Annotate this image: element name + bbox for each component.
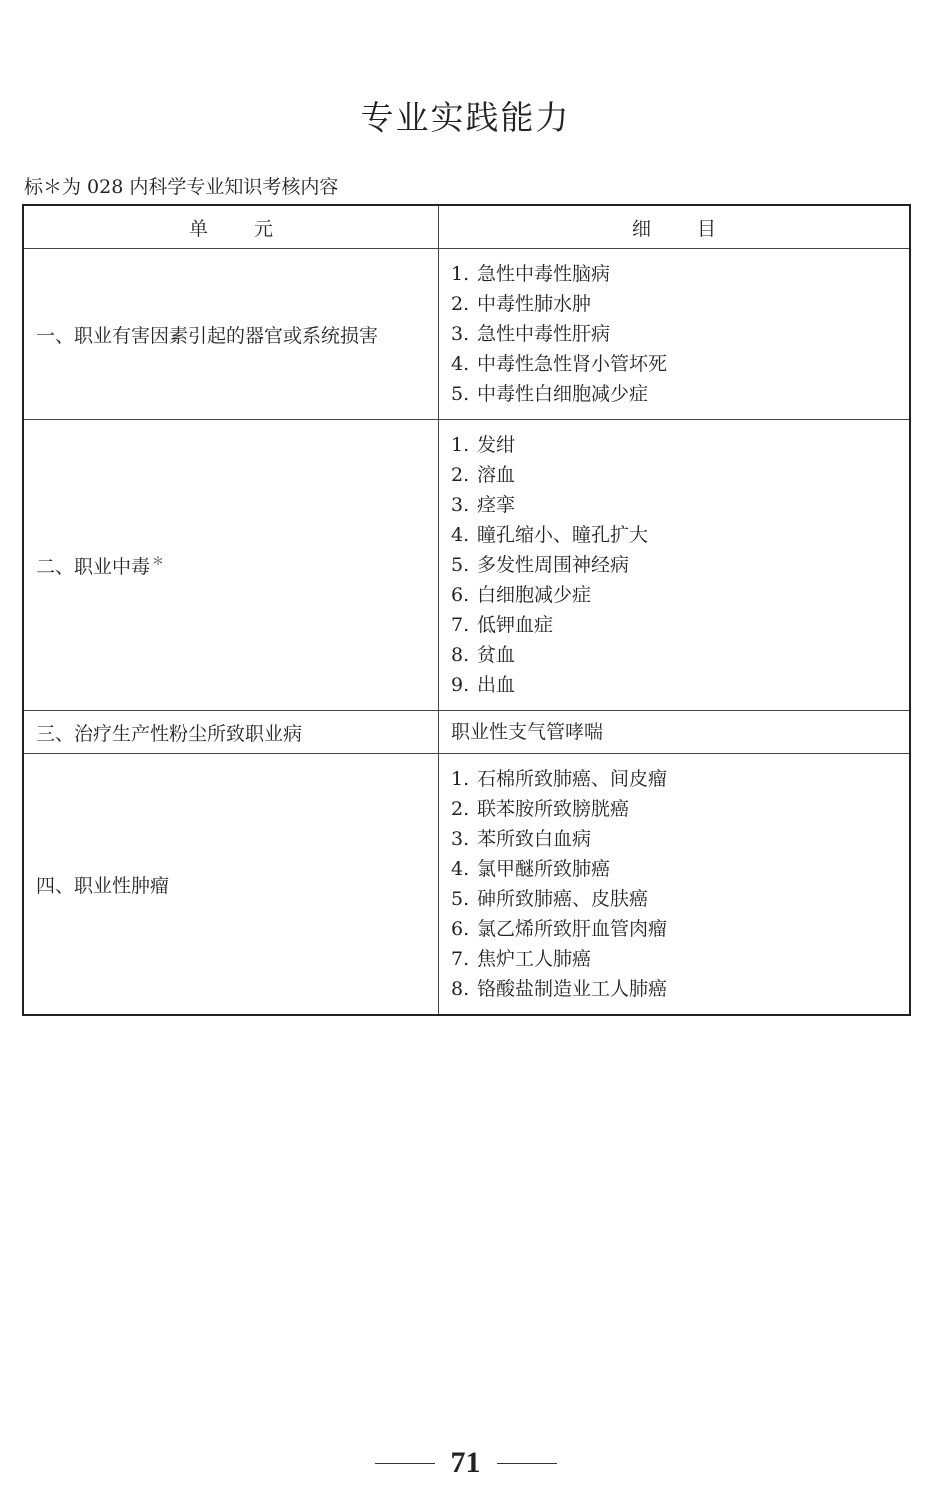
unit-cell bbox=[23, 711, 439, 754]
item-number: 5. bbox=[451, 554, 470, 576]
unit-cell bbox=[23, 754, 439, 1016]
item-entry bbox=[451, 854, 897, 884]
item-number: 6. bbox=[451, 584, 470, 606]
items-cell bbox=[439, 754, 911, 1016]
item-text: 联苯胺所致膀胱癌 bbox=[477, 798, 630, 820]
item-text: 急性中毒性脑病 bbox=[477, 263, 611, 285]
item-entry bbox=[451, 379, 897, 409]
item-entry bbox=[451, 550, 897, 580]
item-number: 8. bbox=[451, 644, 470, 666]
item-entry bbox=[451, 490, 897, 520]
header-items: 细 目 bbox=[439, 205, 911, 249]
item-number: 8. bbox=[451, 978, 470, 1000]
item-text: 出血 bbox=[477, 674, 516, 696]
item-text: 多发性周围神经病 bbox=[477, 554, 630, 576]
item-number: 4. bbox=[451, 524, 470, 546]
table-row bbox=[23, 754, 910, 1016]
item-text: 焦炉工人肺癌 bbox=[477, 948, 592, 970]
item-entry bbox=[451, 259, 897, 289]
table-row bbox=[23, 249, 910, 420]
item-entry bbox=[451, 640, 897, 670]
item-entry bbox=[451, 430, 897, 460]
item-number: 1. bbox=[451, 768, 470, 790]
item-number: 3. bbox=[451, 828, 470, 850]
item-text: 苯所致白血病 bbox=[477, 828, 592, 850]
unit-label: 三、治疗生产性粉尘所致职业病 bbox=[36, 722, 303, 745]
page-title: 专业实践能力 bbox=[360, 98, 571, 137]
item-entry bbox=[451, 580, 897, 610]
item-number: 2. bbox=[451, 464, 470, 486]
footer-rule-left bbox=[375, 1463, 435, 1464]
item-text: 铬酸盐制造业工人肺癌 bbox=[477, 978, 668, 1000]
item-number: 2. bbox=[451, 798, 470, 820]
item-entry bbox=[451, 520, 897, 550]
table-note: 标＊为 028 内科学专业知识考核内容 bbox=[24, 176, 339, 198]
item-text: 溶血 bbox=[477, 464, 516, 486]
item-text: 白细胞减少症 bbox=[477, 584, 592, 606]
star-marker: ＊ bbox=[152, 554, 165, 569]
syllabus-table bbox=[22, 204, 911, 1016]
items-cell bbox=[439, 249, 911, 420]
unit-cell bbox=[23, 249, 439, 420]
item-text: 中毒性白细胞减少症 bbox=[477, 383, 649, 405]
item-entry bbox=[451, 974, 897, 1004]
table-body bbox=[23, 249, 910, 1016]
item-text: 痉挛 bbox=[477, 494, 516, 516]
item-entry bbox=[451, 349, 897, 379]
item-entry bbox=[451, 670, 897, 700]
page-footer bbox=[0, 1446, 931, 1480]
item-text: 氯乙烯所致肝血管肉瘤 bbox=[477, 918, 668, 940]
item-entry bbox=[451, 824, 897, 854]
item-number: 1. bbox=[451, 434, 470, 456]
item-number: 7. bbox=[451, 948, 470, 970]
item-number: 2. bbox=[451, 293, 470, 315]
item-number: 7. bbox=[451, 614, 470, 636]
items-cell bbox=[439, 420, 911, 711]
item-text: 职业性支气管哮喘 bbox=[451, 721, 604, 743]
item-entry bbox=[451, 944, 897, 974]
item-entry bbox=[451, 289, 897, 319]
item-text: 石棉所致肺癌、间皮瘤 bbox=[477, 768, 668, 790]
table-row bbox=[23, 711, 910, 754]
header-unit: 单 元 bbox=[23, 205, 439, 249]
unit-label: 二、职业中毒 bbox=[36, 555, 151, 578]
item-text: 急性中毒性肝病 bbox=[477, 323, 611, 345]
item-number: 9. bbox=[451, 674, 470, 696]
item-text: 中毒性肺水肿 bbox=[477, 293, 592, 315]
item-entry bbox=[451, 914, 897, 944]
item-entry bbox=[451, 460, 897, 490]
item-entry bbox=[451, 764, 897, 794]
item-number: 1. bbox=[451, 263, 470, 285]
item-text: 中毒性急性肾小管坏死 bbox=[477, 353, 668, 375]
item-number: 6. bbox=[451, 918, 470, 940]
table-header-row bbox=[23, 205, 910, 249]
unit-label: 四、职业性肿瘤 bbox=[36, 874, 170, 897]
item-number: 3. bbox=[451, 323, 470, 345]
item-entry bbox=[451, 717, 897, 747]
item-entry bbox=[451, 884, 897, 914]
item-number: 3. bbox=[451, 494, 470, 516]
table-row bbox=[23, 420, 910, 711]
item-number: 5. bbox=[451, 888, 470, 910]
unit-label: 一、职业有害因素引起的器官或系统损害 bbox=[36, 324, 379, 347]
unit-cell bbox=[23, 420, 439, 711]
page-number: 71 bbox=[450, 1446, 481, 1479]
item-text: 砷所致肺癌、皮肤癌 bbox=[477, 888, 649, 910]
item-entry bbox=[451, 794, 897, 824]
item-number: 4. bbox=[451, 858, 470, 880]
item-text: 贫血 bbox=[477, 644, 516, 666]
footer-rule-right bbox=[497, 1463, 557, 1464]
item-entry bbox=[451, 319, 897, 349]
item-text: 低钾血症 bbox=[477, 614, 554, 636]
item-entry bbox=[451, 610, 897, 640]
item-text: 瞳孔缩小、瞳孔扩大 bbox=[477, 524, 649, 546]
item-text: 氯甲醚所致肺癌 bbox=[477, 858, 611, 880]
item-number: 4. bbox=[451, 353, 470, 375]
item-number: 5. bbox=[451, 383, 470, 405]
items-cell bbox=[439, 711, 911, 754]
item-text: 发绀 bbox=[477, 434, 516, 456]
